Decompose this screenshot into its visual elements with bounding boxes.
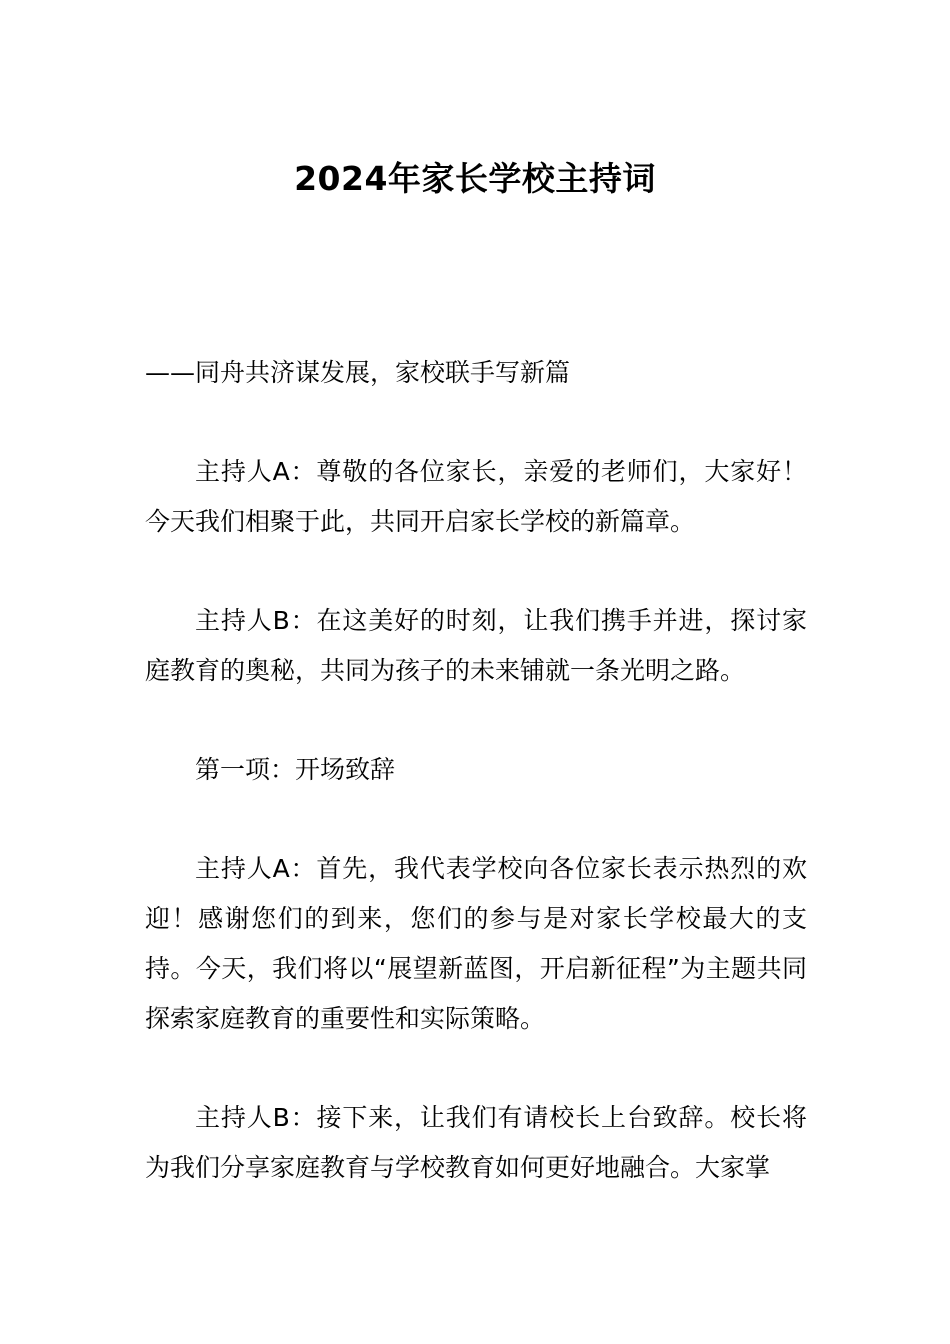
document-subtitle: ——同舟共济谋发展，家校联手写新篇	[145, 358, 571, 387]
paragraph-host-a-welcome: 主持人A：首先，我代表学校向各位家长表示热烈的欢迎！感谢您们的到来，您们的参与是对家长学校最大的支持。今天，我们将以“展望新蓝图，开启新征程”为主题共同探索家庭教育的重要性和实际策略。	[145, 854, 807, 1033]
paragraph-host-a-greeting: 主持人A：尊敬的各位家长，亲爱的老师们，大家好！今天我们相聚于此，共同开启家长学校的新篇章。	[145, 457, 807, 536]
paragraph-host-b-principal: 主持人B：接下来，让我们有请校长上台致辞。校长将为我们分享家庭教育与学校教育如何更好地融合。大家掌	[145, 1103, 807, 1182]
paragraph-host-b-greeting: 主持人B：在这美好的时刻，让我们携手并进，探讨家庭教育的奥秘，共同为孩子的未来铺就一条光明之路。	[145, 606, 807, 685]
section-heading-opening: 第一项：开场致辞	[195, 755, 396, 784]
document-body	[145, 348, 807, 1242]
document-title: 2024年家长学校主持词	[294, 159, 656, 198]
